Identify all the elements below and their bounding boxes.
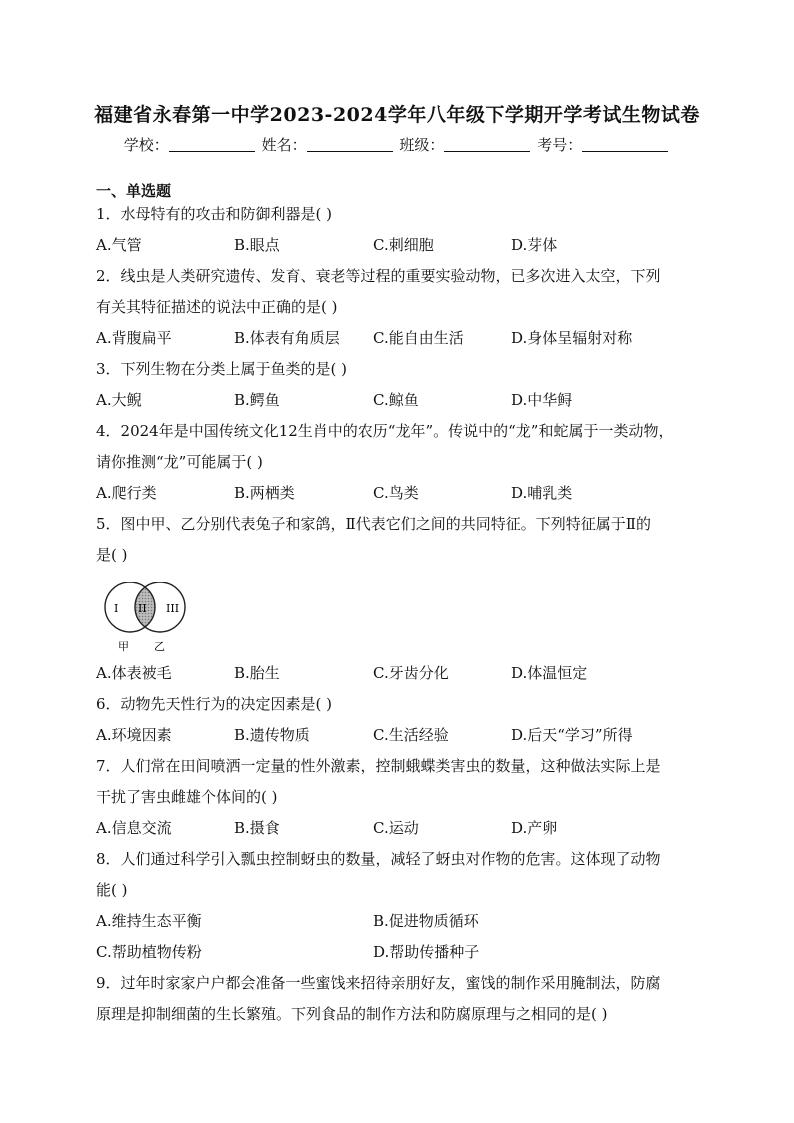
question-stem: 8．人们通过科学引入瓢虫控制蚜虫的数量，减轻了蚜虫对作物的危害。这体现了动物 <box>96 850 661 868</box>
question-1-options <box>96 230 706 261</box>
option-c[interactable]: C.帮助植物传粉 <box>96 943 202 961</box>
question-8-options-row-2 <box>96 937 706 968</box>
option-b[interactable]: B.两栖类 <box>234 484 295 502</box>
question-stem: 原理是抑制细菌的生长繁殖。下列食品的制作方法和防腐原理与之相同的是( ) <box>96 1005 608 1023</box>
class-field[interactable] <box>444 137 530 152</box>
option-c[interactable]: C.生活经验 <box>373 726 449 744</box>
option-b[interactable]: B.遗传物质 <box>234 726 310 744</box>
venn-diagram-svg <box>96 582 196 656</box>
question-stem: 2．线虫是人类研究遗传、发育、衰老等过程的重要实验动物，已多次进入太空，下列 <box>96 267 661 285</box>
question-6 <box>96 689 706 720</box>
question-5-options <box>96 658 706 689</box>
question-8 <box>96 844 706 906</box>
option-c[interactable]: C.鲸鱼 <box>373 391 419 409</box>
question-6-options <box>96 720 706 751</box>
option-b[interactable]: B.摄食 <box>234 819 280 837</box>
question-stem: 4．2024年是中国传统文化12生肖中的农历“龙年”。传说中的“龙”和蛇属于一类动物， <box>96 422 674 440</box>
option-d[interactable]: D.产卵 <box>511 819 558 837</box>
question-stem: 1．水母特有的攻击和防御利器是( ) <box>96 205 333 223</box>
question-1 <box>96 199 706 230</box>
question-3 <box>96 354 706 385</box>
option-d[interactable]: D.体温恒定 <box>511 664 588 682</box>
option-d[interactable]: D.帮助传播种子 <box>373 943 480 961</box>
question-stem: 7．人们常在田间喷洒一定量的性外激素，控制蛾蝶类害虫的数量，这种做法实际上是 <box>96 757 661 775</box>
question-stem: 6．动物先天性行为的决定因素是( ) <box>96 695 333 713</box>
option-d[interactable]: D.身体呈辐射对称 <box>511 329 633 347</box>
option-d[interactable]: D.芽体 <box>511 236 558 254</box>
question-stem: 3．下列生物在分类上属于鱼类的是( ) <box>96 360 348 378</box>
option-a[interactable]: A.背腹扁平 <box>96 329 172 347</box>
option-b[interactable]: B.胎生 <box>234 664 280 682</box>
option-b[interactable]: B.鳄鱼 <box>234 391 280 409</box>
option-a[interactable]: A.气管 <box>96 236 142 254</box>
question-stem: 干扰了害虫雌雄个体间的( ) <box>96 788 278 806</box>
option-b[interactable]: B.体表有角质层 <box>234 329 340 347</box>
option-c[interactable]: C.能自由生活 <box>373 329 464 347</box>
option-a[interactable]: A.信息交流 <box>96 819 172 837</box>
question-stem: 能( ) <box>96 881 128 899</box>
question-2-options <box>96 323 706 354</box>
section-heading: 一、单选题 <box>96 182 172 200</box>
option-c[interactable]: C.鸟类 <box>373 484 419 502</box>
question-4 <box>96 416 706 478</box>
exam-title: 福建省永春第一中学2023-2024学年八年级下学期开学考试生物试卷 <box>94 104 700 126</box>
question-8-options-row-1 <box>96 906 706 937</box>
venn-label-jia: 甲 <box>118 640 129 653</box>
question-stem: 有关其特征描述的说法中正确的是( ) <box>96 298 338 316</box>
venn-label-yi: 乙 <box>154 640 165 653</box>
option-c[interactable]: C.牙齿分化 <box>373 664 449 682</box>
option-a[interactable]: A.大鲵 <box>96 391 142 409</box>
number-field[interactable] <box>582 137 668 152</box>
question-9 <box>96 968 706 1030</box>
question-stem: 是( ) <box>96 546 128 564</box>
question-3-options <box>96 385 706 416</box>
venn-label-iii: III <box>166 602 180 615</box>
school-label: 学校： <box>123 136 169 154</box>
question-7 <box>96 751 706 813</box>
class-label: 班级： <box>399 136 445 154</box>
option-c[interactable]: C.刺细胞 <box>373 236 434 254</box>
question-stem: 9．过年时家家户户都会准备一些蜜饯来招待亲朋好友，蜜饯的制作采用腌制法，防腐 <box>96 974 661 992</box>
name-label: 姓名： <box>261 136 307 154</box>
question-5 <box>96 509 706 571</box>
option-a[interactable]: A.体表被毛 <box>96 664 172 682</box>
option-b[interactable]: B.眼点 <box>234 236 280 254</box>
option-d[interactable]: D.中华鲟 <box>511 391 573 409</box>
name-field[interactable] <box>307 137 393 152</box>
question-stem: 5．图中甲、乙分别代表兔子和家鸽，Ⅱ代表它们之间的共同特征。下列特征属于Ⅱ的 <box>96 515 651 533</box>
question-4-options <box>96 478 706 509</box>
option-a[interactable]: A.维持生态平衡 <box>96 912 202 930</box>
option-c[interactable]: C.运动 <box>373 819 419 837</box>
question-7-options <box>96 813 706 844</box>
venn-label-ii: II <box>138 602 147 615</box>
option-a[interactable]: A.环境因素 <box>96 726 172 744</box>
option-b[interactable]: B.促进物质循环 <box>373 912 479 930</box>
number-label: 考号： <box>537 136 583 154</box>
question-2 <box>96 261 706 323</box>
option-d[interactable]: D.哺乳类 <box>511 484 573 502</box>
student-info-row <box>0 134 794 155</box>
school-field[interactable] <box>169 137 255 152</box>
option-a[interactable]: A.爬行类 <box>96 484 157 502</box>
option-d[interactable]: D.后天“学习”所得 <box>511 726 633 744</box>
question-stem: 请你推测“龙”可能属于( ) <box>96 453 263 471</box>
venn-diagram <box>96 582 196 660</box>
venn-label-i: I <box>114 602 119 615</box>
